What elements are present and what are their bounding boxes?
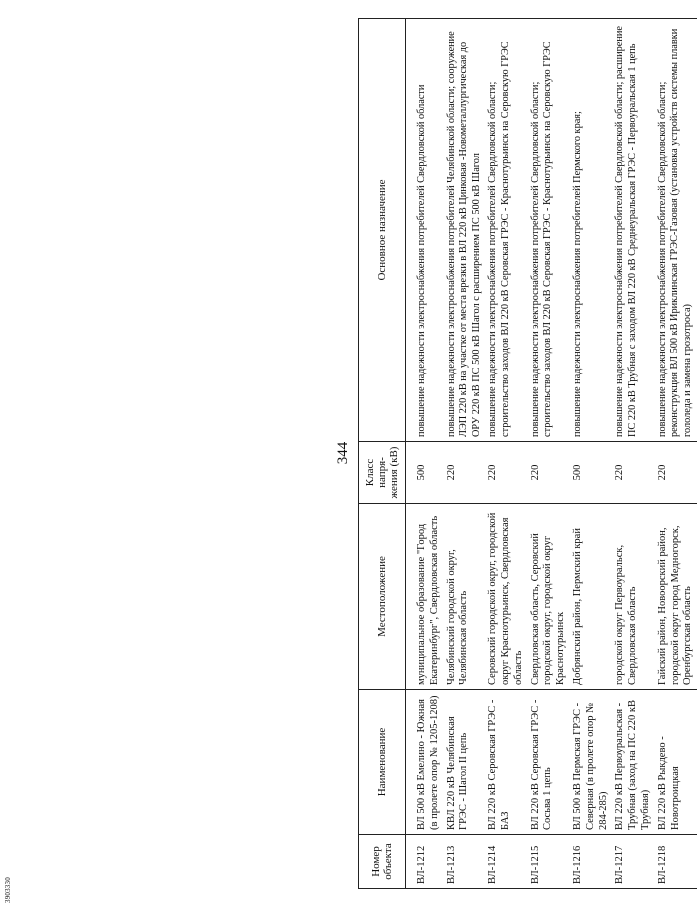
row-name: ВЛ 220 кВ Рыкдево - Новотроицкая bbox=[655, 690, 697, 835]
table-row bbox=[655, 19, 697, 889]
page-number: 344 bbox=[335, 441, 351, 465]
table-row bbox=[406, 19, 444, 889]
row-voltage: 220 bbox=[528, 442, 570, 504]
row-location: Челябинский городской округ, Челябинская область bbox=[444, 504, 486, 690]
registry-table bbox=[358, 18, 697, 889]
row-purpose: повышение надежности электроснабжения потребителей Челябинской области; сооружение ЛЭП 220 кВ на участке от места врезки в ВЛ 220 кВ Цинковая -Новометаллургическая до ОРУ 220 кВ ПС 500 кВ Шагол с расширением ПС 500 кВ Шагол bbox=[444, 19, 486, 442]
row-purpose: повышение надежности электроснабжения потребителей Пермского края; bbox=[570, 19, 612, 442]
row-location: Серовский городской округ, городской округ Краснотурьинск, Свердловская область bbox=[485, 504, 527, 690]
row-voltage: 220 bbox=[444, 442, 486, 504]
row-number: ВЛ-1218 bbox=[655, 835, 697, 889]
row-number: ВЛ-1214 bbox=[485, 835, 527, 889]
header-purpose: Основное назначение bbox=[359, 19, 406, 442]
table-row bbox=[528, 19, 570, 889]
row-number: ВЛ-1212 bbox=[406, 835, 444, 889]
row-purpose: повышение надежности электроснабжения потребителей Свердловской области; реконструкция ВЛ 500 кВ Ириклинская ГРЭС-Газовая (установка устройств системы плавки гололеда и замена грозотроса) bbox=[655, 19, 697, 442]
table-row bbox=[444, 19, 486, 889]
row-purpose: повышение надежности электроснабжения потребителей Свердловской области; строительство заходов ВЛ 220 кВ Серовская ГРЭС - Краснотурьинск на Серовскую ГРЭС bbox=[528, 19, 570, 442]
header-name: Наименование bbox=[359, 690, 406, 835]
table-row bbox=[570, 19, 612, 889]
header-number: Номер объекта bbox=[359, 835, 406, 889]
row-location: городской округ Первоуральск, Свердловская область bbox=[612, 504, 654, 690]
row-location: Гайский район, Новоорский район, городской округ город Медногорск, Оренбургская область bbox=[655, 504, 697, 690]
row-voltage: 500 bbox=[406, 442, 444, 504]
row-name: ВЛ 500 кВ Емелино - Южная (в пролете опор № 1205-1208) bbox=[406, 690, 444, 835]
row-location: Свердловская область, Серовский городской округ, городской округ Краснотурьинск bbox=[528, 504, 570, 690]
row-voltage: 220 bbox=[655, 442, 697, 504]
row-location: муниципальное образование "Город Екатеринбург", Свердловская область bbox=[406, 504, 444, 690]
table-header-row bbox=[359, 19, 406, 889]
table-row bbox=[485, 19, 527, 889]
header-voltage: Класс напря-жения (кВ) bbox=[359, 442, 406, 504]
row-name: ВЛ 220 кВ Первоуральская - Трубная (заход на ПС 220 кВ Трубная) bbox=[612, 690, 654, 835]
row-voltage: 220 bbox=[485, 442, 527, 504]
row-location: Добрянский район, Пермский край bbox=[570, 504, 612, 690]
row-number: ВЛ-1215 bbox=[528, 835, 570, 889]
row-purpose: повышение надежности электроснабжения потребителей Свердловской области bbox=[406, 19, 444, 442]
document-id: 3903330 bbox=[4, 877, 12, 903]
row-voltage: 220 bbox=[612, 442, 654, 504]
row-purpose: повышение надежности электроснабжения потребителей Свердловской области; строительство заходов ВЛ 220 кВ Серовская ГРЭС - Краснотурьинск на Серовскую ГРЭС bbox=[485, 19, 527, 442]
row-name: ВЛ 220 кВ Серовская ГРЭС - БАЗ bbox=[485, 690, 527, 835]
row-purpose: повышение надежности электроснабжения потребителей Свердловской области; расширение ПС 220 кВ Трубная с заходом ВЛ 220 кВ Среднеуральская ГРЭС - Первоуральская 1 цепь bbox=[612, 19, 654, 442]
row-name: КВЛ 220 кВ Челябинская ГРЭС - Шагол II цепь bbox=[444, 690, 486, 835]
table-row bbox=[612, 19, 654, 889]
row-number: ВЛ-1217 bbox=[612, 835, 654, 889]
row-name: ВЛ 500 кВ Пермская ГРЭС - Северная (в пролете опор № 284-285) bbox=[570, 690, 612, 835]
header-location: Местоположение bbox=[359, 504, 406, 690]
row-number: ВЛ-1213 bbox=[444, 835, 486, 889]
row-voltage: 500 bbox=[570, 442, 612, 504]
row-number: ВЛ-1216 bbox=[570, 835, 612, 889]
row-name: ВЛ 220 кВ Серовская ГРЭС - Сосьва 1 цепь bbox=[528, 690, 570, 835]
